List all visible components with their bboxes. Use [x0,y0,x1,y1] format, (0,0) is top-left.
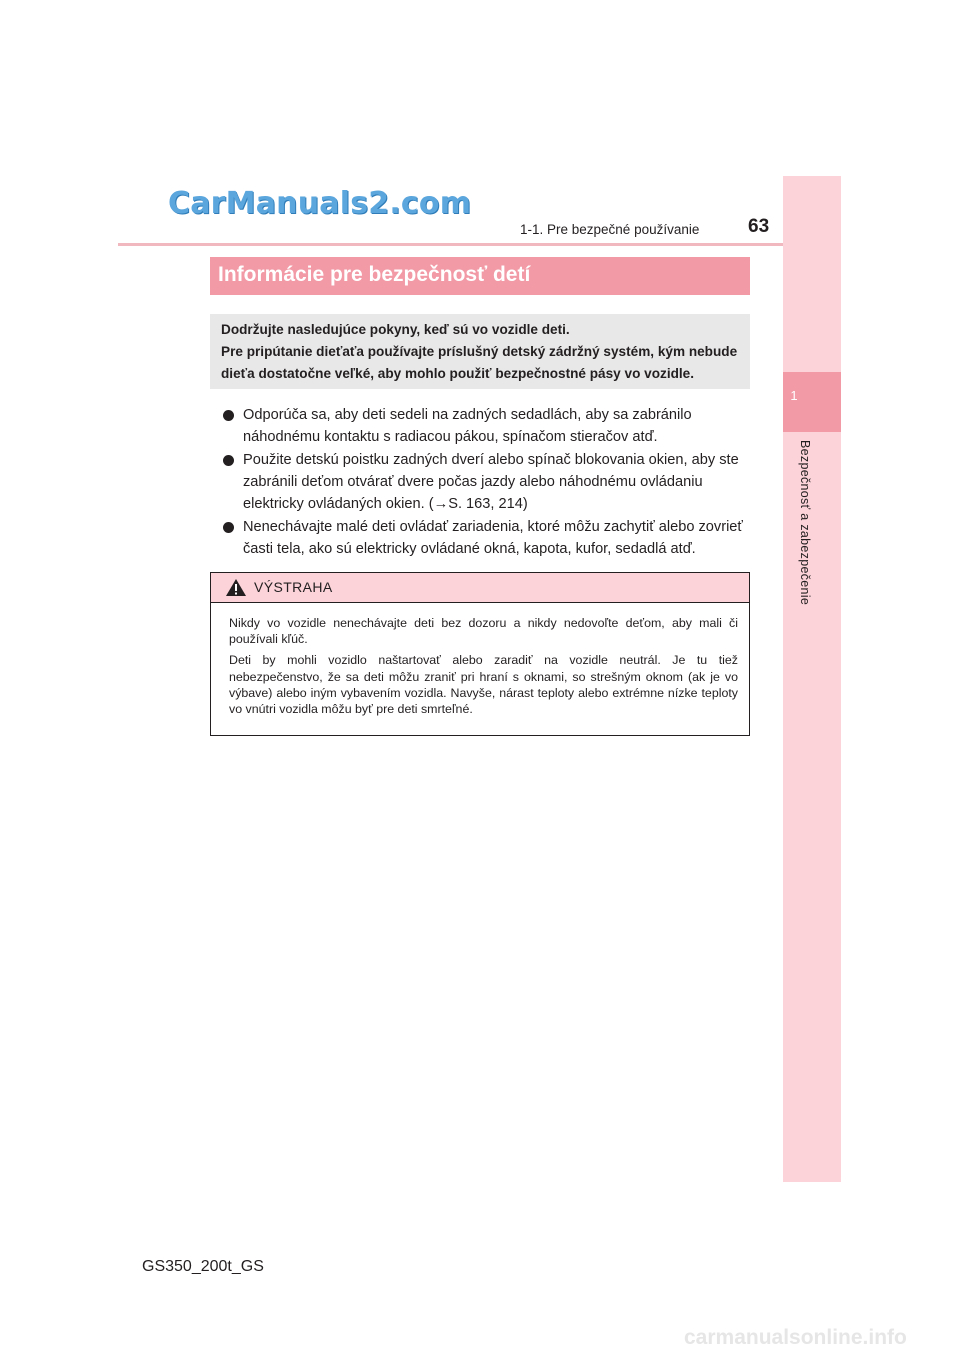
bullet-list [222,404,752,561]
intro-line: Dodržujte nasledujúce pokyny, keď sú vo vozidle deti. [221,322,570,337]
warning-header [211,573,749,603]
watermark-carmanualsonline: carmanualsonline.info [684,1326,907,1349]
list-item [222,404,752,448]
chapter-tab-number: 1 [790,388,798,403]
warning-body [211,603,749,717]
bullet-text: Nenechávajte malé deti ovládať zariadenia, ktoré môžu zachytiť alebo zovrieť časti tela, ako sú elektricky ovládané okná, kapota, kufor, sedadlá atď. [243,519,743,557]
warning-paragraph: Deti by mohli vozidlo naštartovať alebo zaradiť na vozidle neutrál. Je tu tiež nebezpečenstvo, že sa deti môžu zraniť pri hraní s oknami, so strešným oknom (ak je vo výbave) alebo iným vybavením vozidla. Navyše, nárast teploty alebo extrémne nízke teploty vo vnútri vozidla môžu byť pre deti smrteľné. [229,653,738,717]
bullet-text: Použite detskú poistku zadných dverí alebo spínač blokovania okien, aby ste zabránili deťom otvárať dvere počas jazdy alebo náhodnému ovládaniu elektricky ovládaných okien. (→S. 163, 214) [243,452,739,512]
header-section-title: 1-1. Pre bezpečné používanie [520,222,700,237]
intro-box [210,314,750,389]
footer-model-code: GS350_200t_GS [142,1258,264,1275]
list-item [222,449,752,515]
chapter-side-title: Bezpečnosť a zabezpečenie [798,440,812,606]
warning-paragraph: Nikdy vo vozidle nenechávajte deti bez dozoru a nikdy nedovoľte deťom, aby mali či používali kľúč. [229,616,738,647]
bullet-dot-icon [223,455,234,466]
bullet-dot-icon [223,522,234,533]
warning-box [210,572,750,736]
page-number: 63 [748,216,770,237]
intro-line: Pre pripútanie dieťaťa používajte príslušný detský zádržný systém, kým nebude [221,344,738,359]
watermark-logo-carmanuals2: CarManuals2.com [168,186,472,221]
header-rule [118,243,841,246]
warning-title: VÝSTRAHA [254,579,333,595]
section-title: Informácie pre bezpečnosť detí [210,257,750,295]
list-item [222,516,752,560]
bullet-dot-icon [223,410,234,421]
intro-line: dieťa dostatočne veľké, aby mohlo použiť bezpečnostné pásy vo vozidle. [221,366,695,381]
bullet-text: Odporúča sa, aby deti sedeli na zadných sedadlách, aby sa zabránilo náhodnému kontaktu s radiacou pákou, spínačom stieračov atď. [243,407,692,445]
warning-triangle-icon [225,578,247,597]
chapter-side-band [783,176,841,1182]
